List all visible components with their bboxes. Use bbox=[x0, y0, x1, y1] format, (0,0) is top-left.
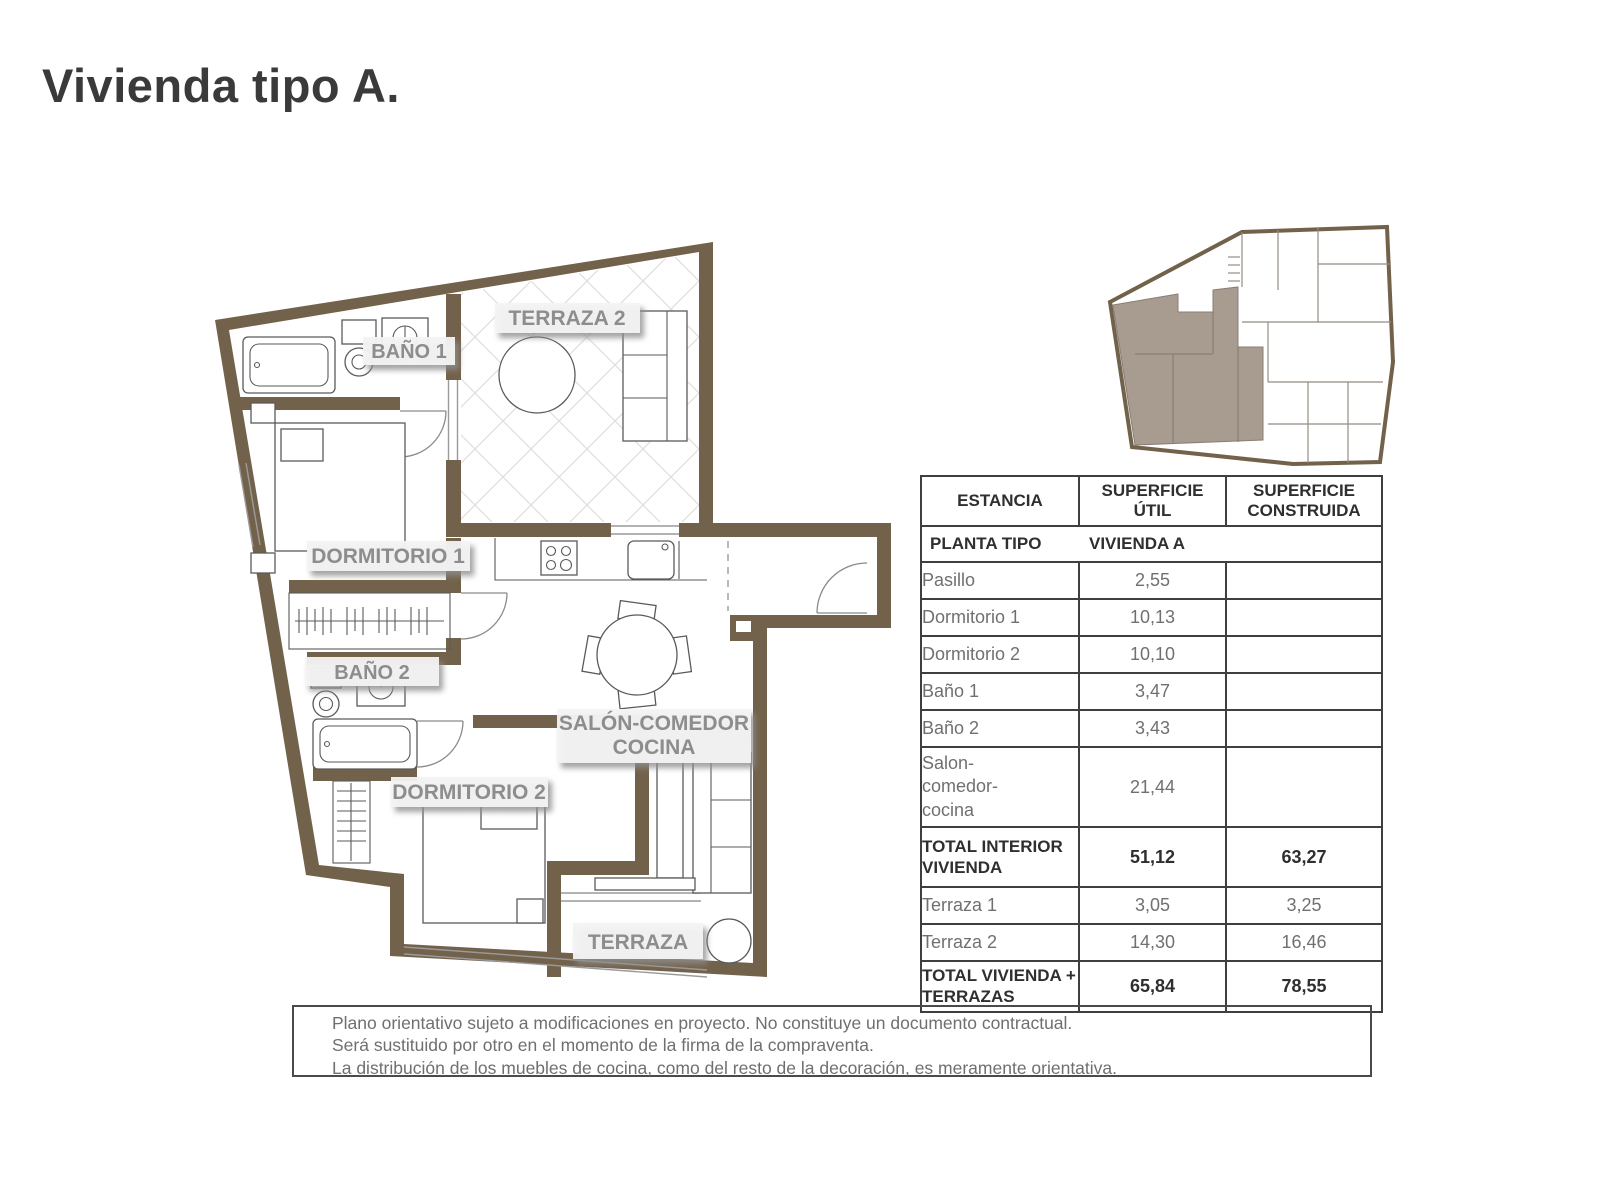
sideboard bbox=[595, 878, 695, 890]
header-superficie-construida: SUPERFICIE CONSTRUIDA bbox=[1226, 476, 1382, 526]
disclaimer-line: Será sustituido por otro en el momento de la firma de la compraventa. bbox=[332, 1035, 874, 1056]
row-util: 65,84 bbox=[1079, 961, 1226, 1012]
disclaimer-line: La distribución de los muebles de cocina, como del resto de la decoración, es meramente orientativa. bbox=[332, 1057, 1118, 1078]
svg-text:TERRAZA 2: TERRAZA 2 bbox=[508, 307, 626, 330]
room-label-bano1 bbox=[363, 337, 455, 365]
sofa-chaise bbox=[657, 760, 683, 878]
building-key-plan bbox=[1078, 202, 1398, 472]
room-label-salon bbox=[557, 709, 751, 763]
vivienda-a-label: VIVIENDA A bbox=[1089, 534, 1186, 553]
row-construida bbox=[1226, 710, 1382, 747]
row-util: 3,05 bbox=[1079, 887, 1226, 924]
row-name: Baño 1 bbox=[921, 673, 1079, 710]
row-util: 21,44 bbox=[1079, 747, 1226, 827]
dining-set bbox=[582, 601, 691, 709]
room-label-terraza bbox=[573, 923, 703, 959]
row-construida: 16,46 bbox=[1226, 924, 1382, 961]
svg-text:BAÑO 2: BAÑO 2 bbox=[334, 662, 410, 684]
row-util: 2,55 bbox=[1079, 562, 1226, 599]
row-util: 10,13 bbox=[1079, 599, 1226, 636]
table-row bbox=[921, 887, 1382, 924]
row-construida: 78,55 bbox=[1226, 961, 1382, 1012]
row-util: 51,12 bbox=[1079, 827, 1226, 887]
floorplan bbox=[195, 225, 895, 1005]
table-row bbox=[921, 636, 1382, 673]
dining-table bbox=[597, 615, 677, 695]
row-name: Terraza 1 bbox=[921, 887, 1079, 924]
table-header-row bbox=[921, 476, 1382, 526]
planta-tipo-label: PLANTA TIPO bbox=[930, 534, 1042, 553]
table-row bbox=[921, 673, 1382, 710]
stove bbox=[541, 541, 577, 575]
bed1-pillow bbox=[281, 429, 323, 461]
header-superficie-util: SUPERFICIE ÚTIL bbox=[1079, 476, 1226, 526]
nightstand bbox=[251, 553, 275, 573]
table-row bbox=[921, 924, 1382, 961]
room-label-dormitorio1 bbox=[307, 541, 470, 571]
kitchen bbox=[495, 538, 707, 580]
row-construida: 63,27 bbox=[1226, 827, 1382, 887]
row-name: Pasillo bbox=[921, 562, 1079, 599]
svg-text:TERRAZA: TERRAZA bbox=[587, 931, 689, 954]
table-subheader-row bbox=[921, 526, 1382, 562]
row-name: TOTAL VIVIENDA + TERRAZAS bbox=[921, 961, 1079, 1012]
row-name: Dormitorio 2 bbox=[921, 636, 1079, 673]
table-row bbox=[921, 747, 1382, 827]
page-title: Vivienda tipo A. bbox=[42, 59, 400, 112]
floorplan-drawing bbox=[195, 225, 895, 1005]
svg-text:DORMITORIO 2: DORMITORIO 2 bbox=[392, 781, 546, 804]
terrace1-table bbox=[707, 919, 751, 963]
svg-text:COCINA: COCINA bbox=[612, 736, 696, 759]
row-name: Baño 2 bbox=[921, 710, 1079, 747]
row-util: 3,43 bbox=[1079, 710, 1226, 747]
room-label-terraza2 bbox=[495, 303, 640, 333]
entry-step bbox=[736, 621, 751, 632]
terrace-table bbox=[499, 337, 575, 413]
toilet2-bowl bbox=[313, 691, 339, 717]
nightstand bbox=[517, 899, 543, 923]
row-construida bbox=[1226, 562, 1382, 599]
disclaimer-line: Plano orientativo sujeto a modificaciones en proyecto. No constituye un documento contractual. bbox=[332, 1013, 1073, 1033]
sofa bbox=[693, 753, 751, 893]
table-row bbox=[921, 599, 1382, 636]
row-name: Dormitorio 1 bbox=[921, 599, 1079, 636]
row-util: 10,10 bbox=[1079, 636, 1226, 673]
svg-text:SALÓN-COMEDOR: SALÓN-COMEDOR bbox=[558, 712, 750, 735]
table-row bbox=[921, 710, 1382, 747]
bathtub1 bbox=[243, 337, 335, 393]
bedroom1-furniture bbox=[251, 403, 450, 649]
key-plan-drawing bbox=[1078, 202, 1398, 472]
room-label-bano2 bbox=[305, 657, 439, 686]
row-util: 3,47 bbox=[1079, 673, 1226, 710]
row-name: Terraza 2 bbox=[921, 924, 1079, 961]
row-construida bbox=[1226, 747, 1382, 827]
row-construida bbox=[1226, 673, 1382, 710]
kitchen-sink bbox=[628, 541, 674, 579]
nightstand bbox=[251, 403, 275, 423]
disclaimer-box bbox=[292, 1005, 1372, 1077]
row-name: Salon-comedor-cocina bbox=[921, 747, 1079, 827]
svg-text:DORMITORIO 1: DORMITORIO 1 bbox=[311, 545, 465, 568]
row-construida: 3,25 bbox=[1226, 887, 1382, 924]
header-estancia-label: ESTANCIA bbox=[957, 491, 1043, 511]
table-row-total-interior bbox=[921, 827, 1382, 887]
svg-text:BAÑO 1: BAÑO 1 bbox=[371, 341, 447, 363]
row-construida bbox=[1226, 599, 1382, 636]
table-row bbox=[921, 562, 1382, 599]
row-construida bbox=[1226, 636, 1382, 673]
closet1-hangers bbox=[295, 607, 444, 635]
row-util: 14,30 bbox=[1079, 924, 1226, 961]
row-name: TOTAL INTERIOR VIVIENDA bbox=[921, 827, 1079, 887]
closet2-hangers bbox=[337, 783, 366, 861]
surface-table bbox=[920, 475, 1383, 1013]
room-label-dormitorio2 bbox=[391, 777, 548, 807]
header-estancia bbox=[921, 476, 1079, 526]
